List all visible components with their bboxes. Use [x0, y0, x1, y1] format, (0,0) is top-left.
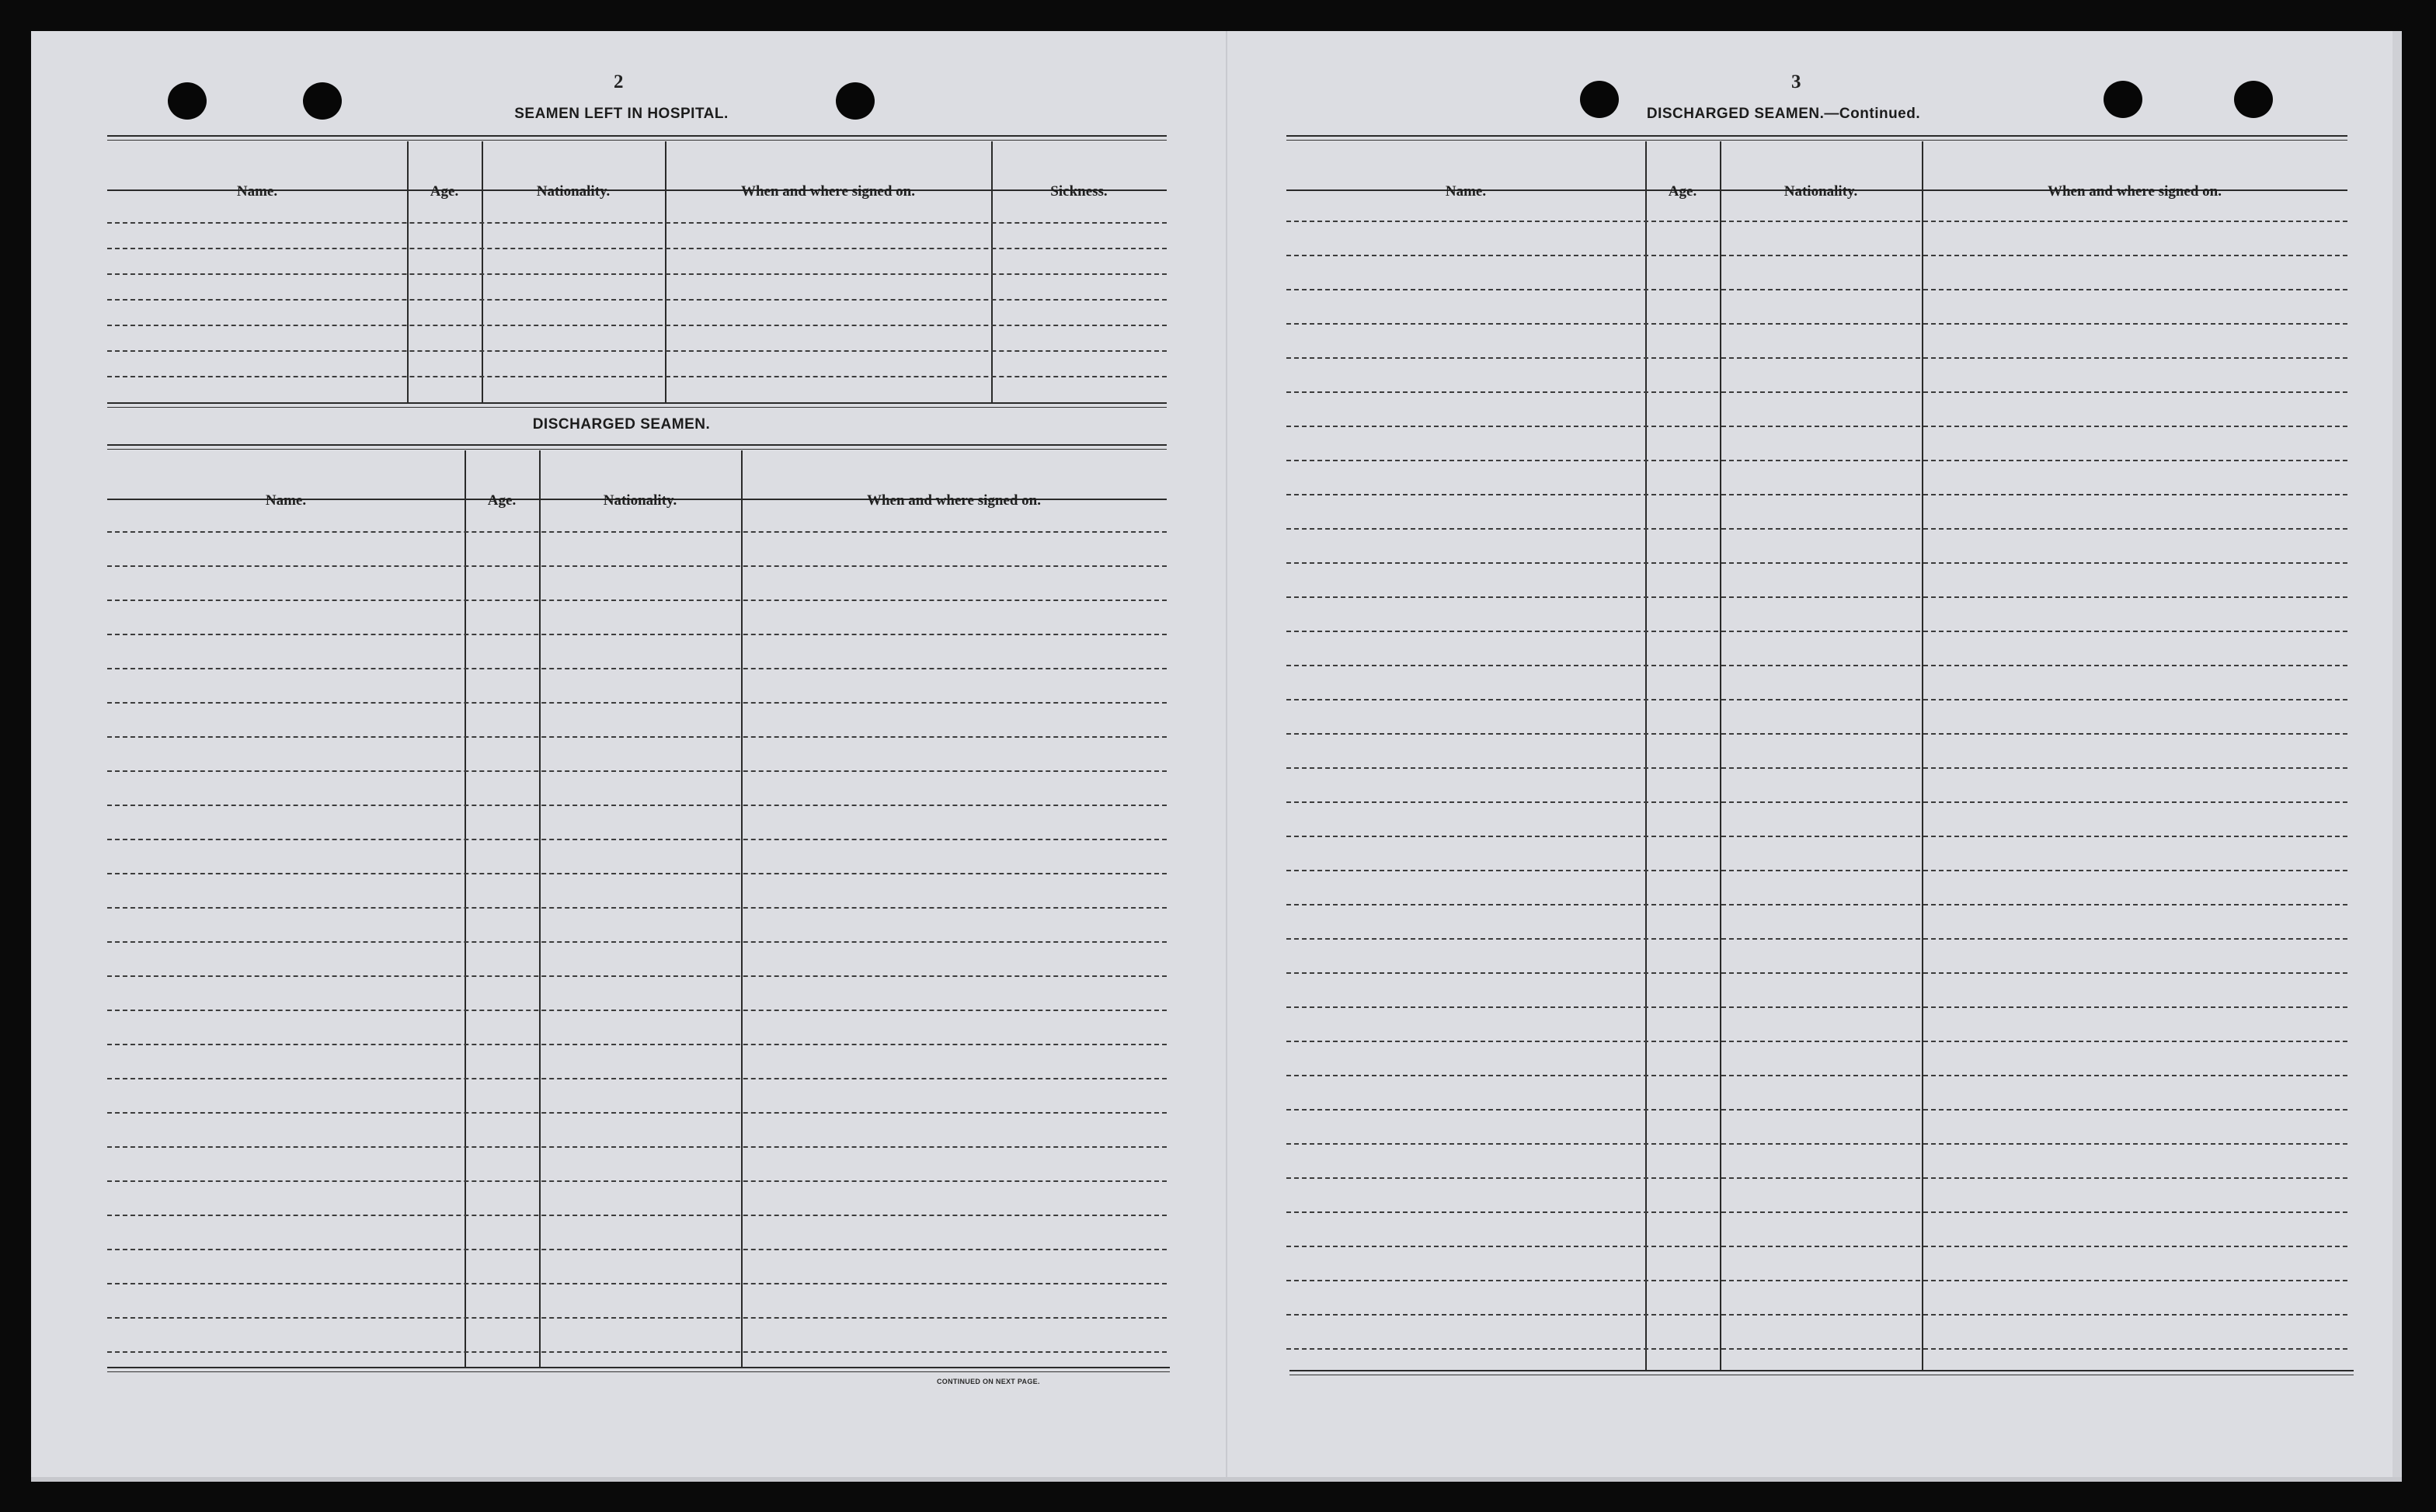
- page-number: 2: [614, 71, 624, 92]
- hospital-table-bottom-rule-2: [107, 407, 1167, 408]
- entry-row-line: [1286, 1211, 2347, 1213]
- entry-row-line: [107, 1146, 1167, 1148]
- column-header: Nationality.: [603, 492, 677, 509]
- entry-row-line: [107, 222, 1167, 224]
- column-divider: [465, 450, 466, 1368]
- entry-row-line: [107, 1180, 1167, 1182]
- column-header: Nationality.: [536, 183, 611, 200]
- entry-row-line: [107, 350, 1167, 352]
- entry-row-line: [1286, 665, 2347, 666]
- discharged-table-top-rule-2: [107, 449, 1167, 450]
- hospital-table-top-rule-2: [107, 140, 1167, 141]
- entry-row-line: [1286, 1006, 2347, 1008]
- column-header: Age.: [487, 492, 517, 509]
- column-header: Name.: [265, 492, 307, 509]
- continued-note: CONTINUED ON NEXT PAGE.: [937, 1378, 1040, 1385]
- discharged-section-title: DISCHARGED SEAMEN.: [532, 416, 711, 433]
- scanned-document: [31, 31, 2392, 1477]
- hospital-table-top-rule: [107, 135, 1167, 137]
- column-divider: [1720, 141, 1721, 1371]
- entry-row-line: [107, 1010, 1167, 1011]
- entry-row-line: [107, 325, 1167, 326]
- entry-row-line: [1286, 596, 2347, 598]
- column-header: Nationality.: [1784, 183, 1858, 200]
- entry-row-line: [107, 600, 1167, 601]
- discharged-continued-title: DISCHARGED SEAMEN.—Continued.: [1646, 106, 1921, 122]
- entry-row-line: [107, 839, 1167, 840]
- entry-row-line: [1286, 1314, 2347, 1316]
- column-divider: [1922, 141, 1923, 1371]
- column-header: Age.: [1668, 183, 1697, 200]
- discharged-table-bottom-rule: [107, 1367, 1170, 1368]
- entry-row-line: [1286, 1109, 2347, 1111]
- column-header: When and where signed on.: [866, 492, 1041, 509]
- column-header: Name.: [236, 183, 278, 200]
- column-divider: [407, 141, 409, 404]
- column-header: When and where signed on.: [2047, 183, 2222, 200]
- column-header: Age.: [430, 183, 459, 200]
- entry-row-line: [1286, 1177, 2347, 1179]
- entry-row-line: [1286, 699, 2347, 700]
- entry-row-line: [1286, 494, 2347, 495]
- entry-row-line: [107, 531, 1167, 533]
- entry-row-line: [1286, 289, 2347, 290]
- column-divider: [741, 450, 743, 1368]
- punch-hole: [2104, 81, 2142, 118]
- entry-row-line: [107, 668, 1167, 669]
- entry-row-line: [1286, 528, 2347, 530]
- column-divider: [991, 141, 993, 404]
- entry-row-line: [107, 565, 1167, 567]
- entry-row-line: [1286, 1041, 2347, 1042]
- entry-row-line: [107, 248, 1167, 249]
- continued-table-top-rule-2: [1286, 140, 2347, 141]
- entry-row-line: [107, 907, 1167, 909]
- entry-row-line: [1286, 904, 2347, 905]
- entry-row-line: [107, 941, 1167, 943]
- column-divider: [539, 450, 541, 1368]
- entry-row-line: [107, 1078, 1167, 1079]
- entry-row-line: [1286, 255, 2347, 256]
- column-divider: [665, 141, 666, 404]
- punch-hole: [836, 82, 875, 120]
- continued-table-bottom-rule: [1289, 1370, 2354, 1371]
- entry-row-line: [107, 376, 1167, 377]
- entry-row-line: [107, 634, 1167, 635]
- entry-row-line: [107, 975, 1167, 977]
- column-header: When and where signed on.: [740, 183, 915, 200]
- entry-row-line: [1286, 426, 2347, 427]
- hospital-section-title: SEAMEN LEFT IN HOSPITAL.: [514, 106, 729, 122]
- entry-row-line: [1286, 1143, 2347, 1145]
- page-fold: [1226, 31, 1227, 1477]
- entry-row-line: [1286, 972, 2347, 974]
- sheet-edge: [31, 1477, 2402, 1482]
- entry-row-line: [107, 1317, 1167, 1319]
- entry-row-line: [1286, 801, 2347, 803]
- punch-hole: [303, 82, 342, 120]
- discharged-table-bottom-rule-2: [107, 1371, 1170, 1372]
- entry-row-line: [1286, 357, 2347, 359]
- entry-row-line: [107, 299, 1167, 301]
- entry-row-line: [107, 1283, 1167, 1284]
- entry-row-line: [1286, 1348, 2347, 1350]
- entry-row-line: [1286, 391, 2347, 393]
- column-divider: [1645, 141, 1647, 1371]
- entry-row-line: [1286, 1246, 2347, 1247]
- discharged-table-top-rule: [107, 444, 1167, 446]
- entry-row-line: [107, 1215, 1167, 1216]
- entry-row-line: [1286, 631, 2347, 632]
- entry-row-line: [1286, 460, 2347, 461]
- entry-row-line: [107, 1112, 1167, 1114]
- hospital-table-bottom-rule: [107, 402, 1167, 404]
- entry-row-line: [107, 1044, 1167, 1045]
- entry-row-line: [107, 873, 1167, 874]
- entry-row-line: [1286, 1280, 2347, 1281]
- entry-row-line: [1286, 767, 2347, 769]
- entry-row-line: [107, 273, 1167, 275]
- column-divider: [482, 141, 483, 404]
- entry-row-line: [107, 1249, 1167, 1250]
- entry-row-line: [107, 1351, 1167, 1353]
- sheet-edge: [2392, 31, 2402, 1477]
- entry-row-line: [1286, 1075, 2347, 1076]
- punch-hole: [2234, 81, 2273, 118]
- entry-row-line: [107, 736, 1167, 738]
- entry-row-line: [1286, 323, 2347, 325]
- entry-row-line: [107, 702, 1167, 704]
- entry-row-line: [1286, 221, 2347, 222]
- entry-row-line: [1286, 836, 2347, 837]
- column-header: Name.: [1445, 183, 1487, 200]
- entry-row-line: [107, 805, 1167, 806]
- entry-row-line: [1286, 562, 2347, 564]
- entry-row-line: [107, 770, 1167, 772]
- page-number: 3: [1791, 71, 1801, 92]
- entry-row-line: [1286, 870, 2347, 871]
- entry-row-line: [1286, 733, 2347, 735]
- entry-row-line: [1286, 938, 2347, 940]
- punch-hole: [168, 82, 207, 120]
- column-header: Sickness.: [1050, 183, 1108, 200]
- continued-table-top-rule: [1286, 135, 2347, 137]
